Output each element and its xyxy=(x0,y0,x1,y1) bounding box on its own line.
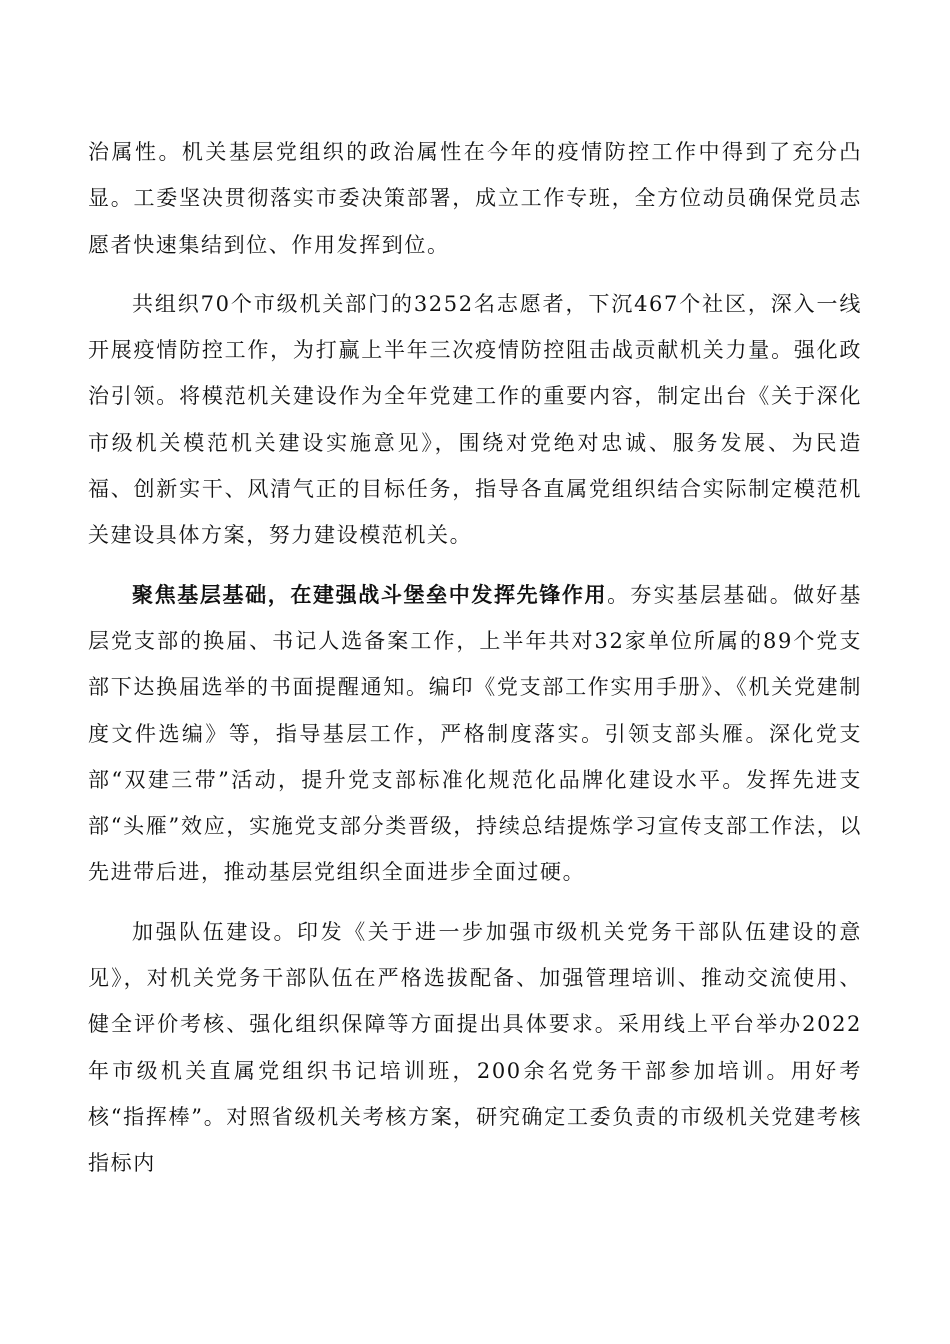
paragraph-3-heading: 聚焦基层基础，在建强战斗堡垒中发挥先锋作用 xyxy=(132,581,608,607)
paragraph-4 xyxy=(88,909,862,1187)
paragraph-3 xyxy=(88,572,862,896)
document-body xyxy=(88,129,862,1187)
paragraph-1-text: 治属性。机关基层党组织的政治属性在今年的疫情防控工作中得到了充分凸显。工委坚决贯彻落实市委决策部署，成立工作专班，全方位动员确保党员志愿者快速集结到位、作用发挥到位。 xyxy=(88,140,862,257)
paragraph-3-text: 。夯实基层基础。做好基层党支部的换届、书记人选备案工作，上半年共对32家单位所属的89个党支部下达换届选举的书面提醒通知。编印《党支部工作实用手册》、《机关党建制度文件选编》等，指导基层工作，严格制度落实。引领支部头雁。深化党支部“双建三带”活动，提升党支部标准化规范化品牌化建设水平。发挥先进支部“头雁”效应，实施党支部分类晋级，持续总结提炼学习宣传支部工作法，以先进带后进，推动基层党组织全面进步全面过硬。 xyxy=(88,582,862,885)
paragraph-1 xyxy=(88,129,862,268)
paragraph-2-text: 共组织70个市级机关部门的3252名志愿者，下沉467个社区，深入一线开展疫情防控工作，为打赢上半年三次疫情防控阻击战贡献机关力量。强化政治引领。将模范机关建设作为全年党建工作的重要内容，制定出台《关于深化市级机关模范机关建设实施意见》，围绕对党绝对忠诚、服务发展、为民造福、创新实干、风清气正的目标任务，指导各直属党组织结合实际制定模范机关建设具体方案，努力建设模范机关。 xyxy=(88,291,862,548)
paragraph-2 xyxy=(88,281,862,559)
paragraph-4-text: 加强队伍建设。印发《关于进一步加强市级机关党务干部队伍建设的意见》，对机关党务干部队伍在严格选拔配备、加强管理培训、推动交流使用、健全评价考核、强化组织保障等方面提出具体要求。采用线上平台举办2022年市级机关直属党组织书记培训班，200余名党务干部参加培训。用好考核“指挥棒”。对照省级机关考核方案，研究确定工委负责的市级机关党建考核指标内 xyxy=(88,919,862,1176)
